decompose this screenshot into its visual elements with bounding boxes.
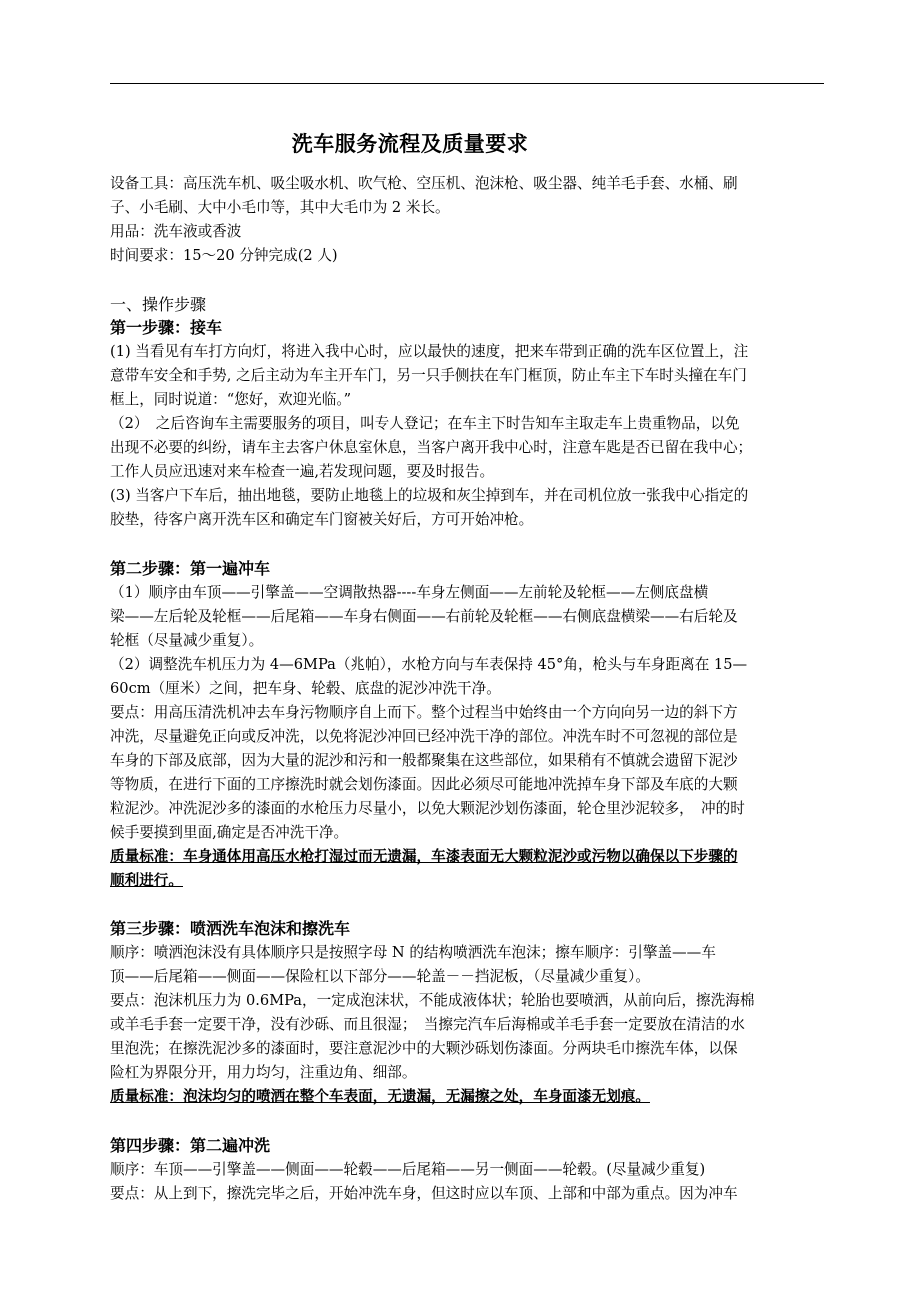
- quality-standard: 质量标准：车身通体用高压水枪打湿过而无遗漏，车漆表面无大颗粒泥沙或污物以确保以下步骤的: [110, 848, 738, 865]
- line: 设备工具：高压洗车机、吸尘吸水机、吹气枪、空压机、泡沫枪、吸尘器、纯羊毛手套、水桶、刷: [110, 175, 738, 192]
- line: 出现不必要的纠纷，请车主去客户休息室休息，当客户离开我中心时，注意车匙是否已留在我中心；: [110, 439, 753, 456]
- document-title: 洗车服务流程及质量要求: [291, 131, 529, 156]
- line: (3) 当客户下车后，抽出地毯，要防止地毯上的垃圾和灰尘掉到车，并在司机位放一张我中心指定的: [110, 487, 749, 504]
- line: 60cm（厘米）之间，把车身、轮毂、底盘的泥沙冲洗干净。: [110, 680, 501, 697]
- line: 候手要摸到里面,确定是否冲洗干净。: [110, 824, 349, 841]
- line: 要点：从上到下，擦洗完毕之后，开始冲洗车身，但这时应以车顶、上部和中部为重点。因为冲车: [110, 1185, 738, 1202]
- section-heading: 一、操作步骤: [110, 295, 207, 314]
- line: 粒泥沙。冲洗泥沙多的漆面的水枪压力尽量小，以免大颗泥沙划伤漆面，轮仓里沙泥较多， 冲的时: [110, 800, 745, 817]
- line: 险杠为界限分开，用力均匀，注重边角、细部。: [110, 1064, 417, 1081]
- line: 冲洗，尽量避免正向或反冲洗，以免将泥沙冲回已经冲洗干净的部位。冲洗车时不可忽视的部位是: [110, 728, 738, 745]
- line: 顶——后尾箱——侧面——保险杠以下部分——轮盖－－挡泥板，（尽量减少重复）。: [110, 968, 650, 985]
- line: 要点：用高压清洗机冲去车身污物顺序自上而下。整个过程当中始终由一个方向向另一边的斜下方: [110, 704, 738, 721]
- line: (1) 当看见有车打方向灯，将进入我中心时，应以最快的速度，把来车带到正确的洗车区位置上，注: [110, 343, 749, 360]
- line: 等物质，在进行下面的工序擦洗时就会划伤漆面。因此必须尽可能地冲洗掉车身下部及车底的大颗: [110, 776, 738, 793]
- line: 胶垫，待客户离开洗车区和确定车门窗被关好后，方可开始冲枪。: [110, 511, 534, 528]
- line: 意带车安全和手势, 之后主动为车主开车门，另一只手侧扶在车门框顶，防止车主下车时头撞在车门: [110, 367, 747, 384]
- quality-standard: 质量标准：泡沫均匀的喷洒在整个车表面，无遗漏，无漏擦之处，车身面漆无划痕。: [110, 1088, 650, 1105]
- step-heading: 第一步骤：接车: [110, 318, 223, 337]
- line: 里泡洗；在擦洗泥沙多的漆面时，要注意泥沙中的大颗沙砾划伤漆面。分两块毛巾擦洗车体，以保: [110, 1040, 738, 1057]
- quality-standard: 顺利进行。: [110, 872, 183, 889]
- step-heading: 第二步骤：第一遍冲车: [110, 559, 271, 578]
- line: （2） 之后咨询车主需要服务的项目，叫专人登记；在车主下时告知车主取走车上贵重物品，以免: [110, 415, 740, 432]
- line: 要点：泡沫机压力为 0.6MPa，一定成泡沫状，不能成液体状；轮胎也要喷洒，从前向后，擦洗海棉: [110, 992, 755, 1009]
- line: 工作人员应迅速对来车检查一遍,若发现问题，要及时报告。: [110, 463, 495, 480]
- line: 用品：洗车液或香波: [110, 223, 242, 240]
- step-heading: 第三步骤：喷洒洗车泡沫和擦洗车: [110, 919, 351, 938]
- line: 顺序：喷洒泡沫没有具体顺序只是按照字母 N 的结构喷洒洗车泡沫；擦车顺序：引擎盖——车: [110, 944, 716, 961]
- line: 车身的下部及底部，因为大量的泥沙和污和一般都聚集在这些部位，如果稍有不慎就会遗留下泥沙: [110, 752, 738, 769]
- step-heading: 第四步骤：第二遍冲洗: [110, 1136, 271, 1155]
- line: 轮框（尽量减少重复）。: [110, 632, 264, 649]
- line: 梁——左后轮及轮框——后尾箱——车身右侧面——右前轮及轮框——右侧底盘横梁——右后轮及: [110, 608, 738, 625]
- header-rule: [110, 83, 824, 84]
- line: （1）顺序由车顶——引擎盖——空调散热器----车身左侧面——左前轮及轮框——左侧底盘横: [110, 584, 709, 601]
- line: 顺序：车顶——引擎盖——侧面——轮毂——后尾箱——另一侧面——轮毂。(尽量减少重复): [110, 1161, 706, 1178]
- line: 时间要求：15～20 分钟完成(2 人): [110, 247, 338, 264]
- line: 或羊毛手套一定要干净，没有沙砾、而且很湿； 当擦完汽车后海棉或羊毛手套一定要放在清洁的水: [110, 1016, 745, 1033]
- line: （2）调整洗车机压力为 4—6MPa（兆帕），水枪方向与车表保持 45°角，枪头与车身距离在 15—: [110, 656, 748, 673]
- line: 子、小毛刷、大中小毛巾等，其中大毛巾为 2 米长。: [110, 199, 450, 216]
- line: 框上，同时说道：“您好，欢迎光临。”: [110, 391, 352, 408]
